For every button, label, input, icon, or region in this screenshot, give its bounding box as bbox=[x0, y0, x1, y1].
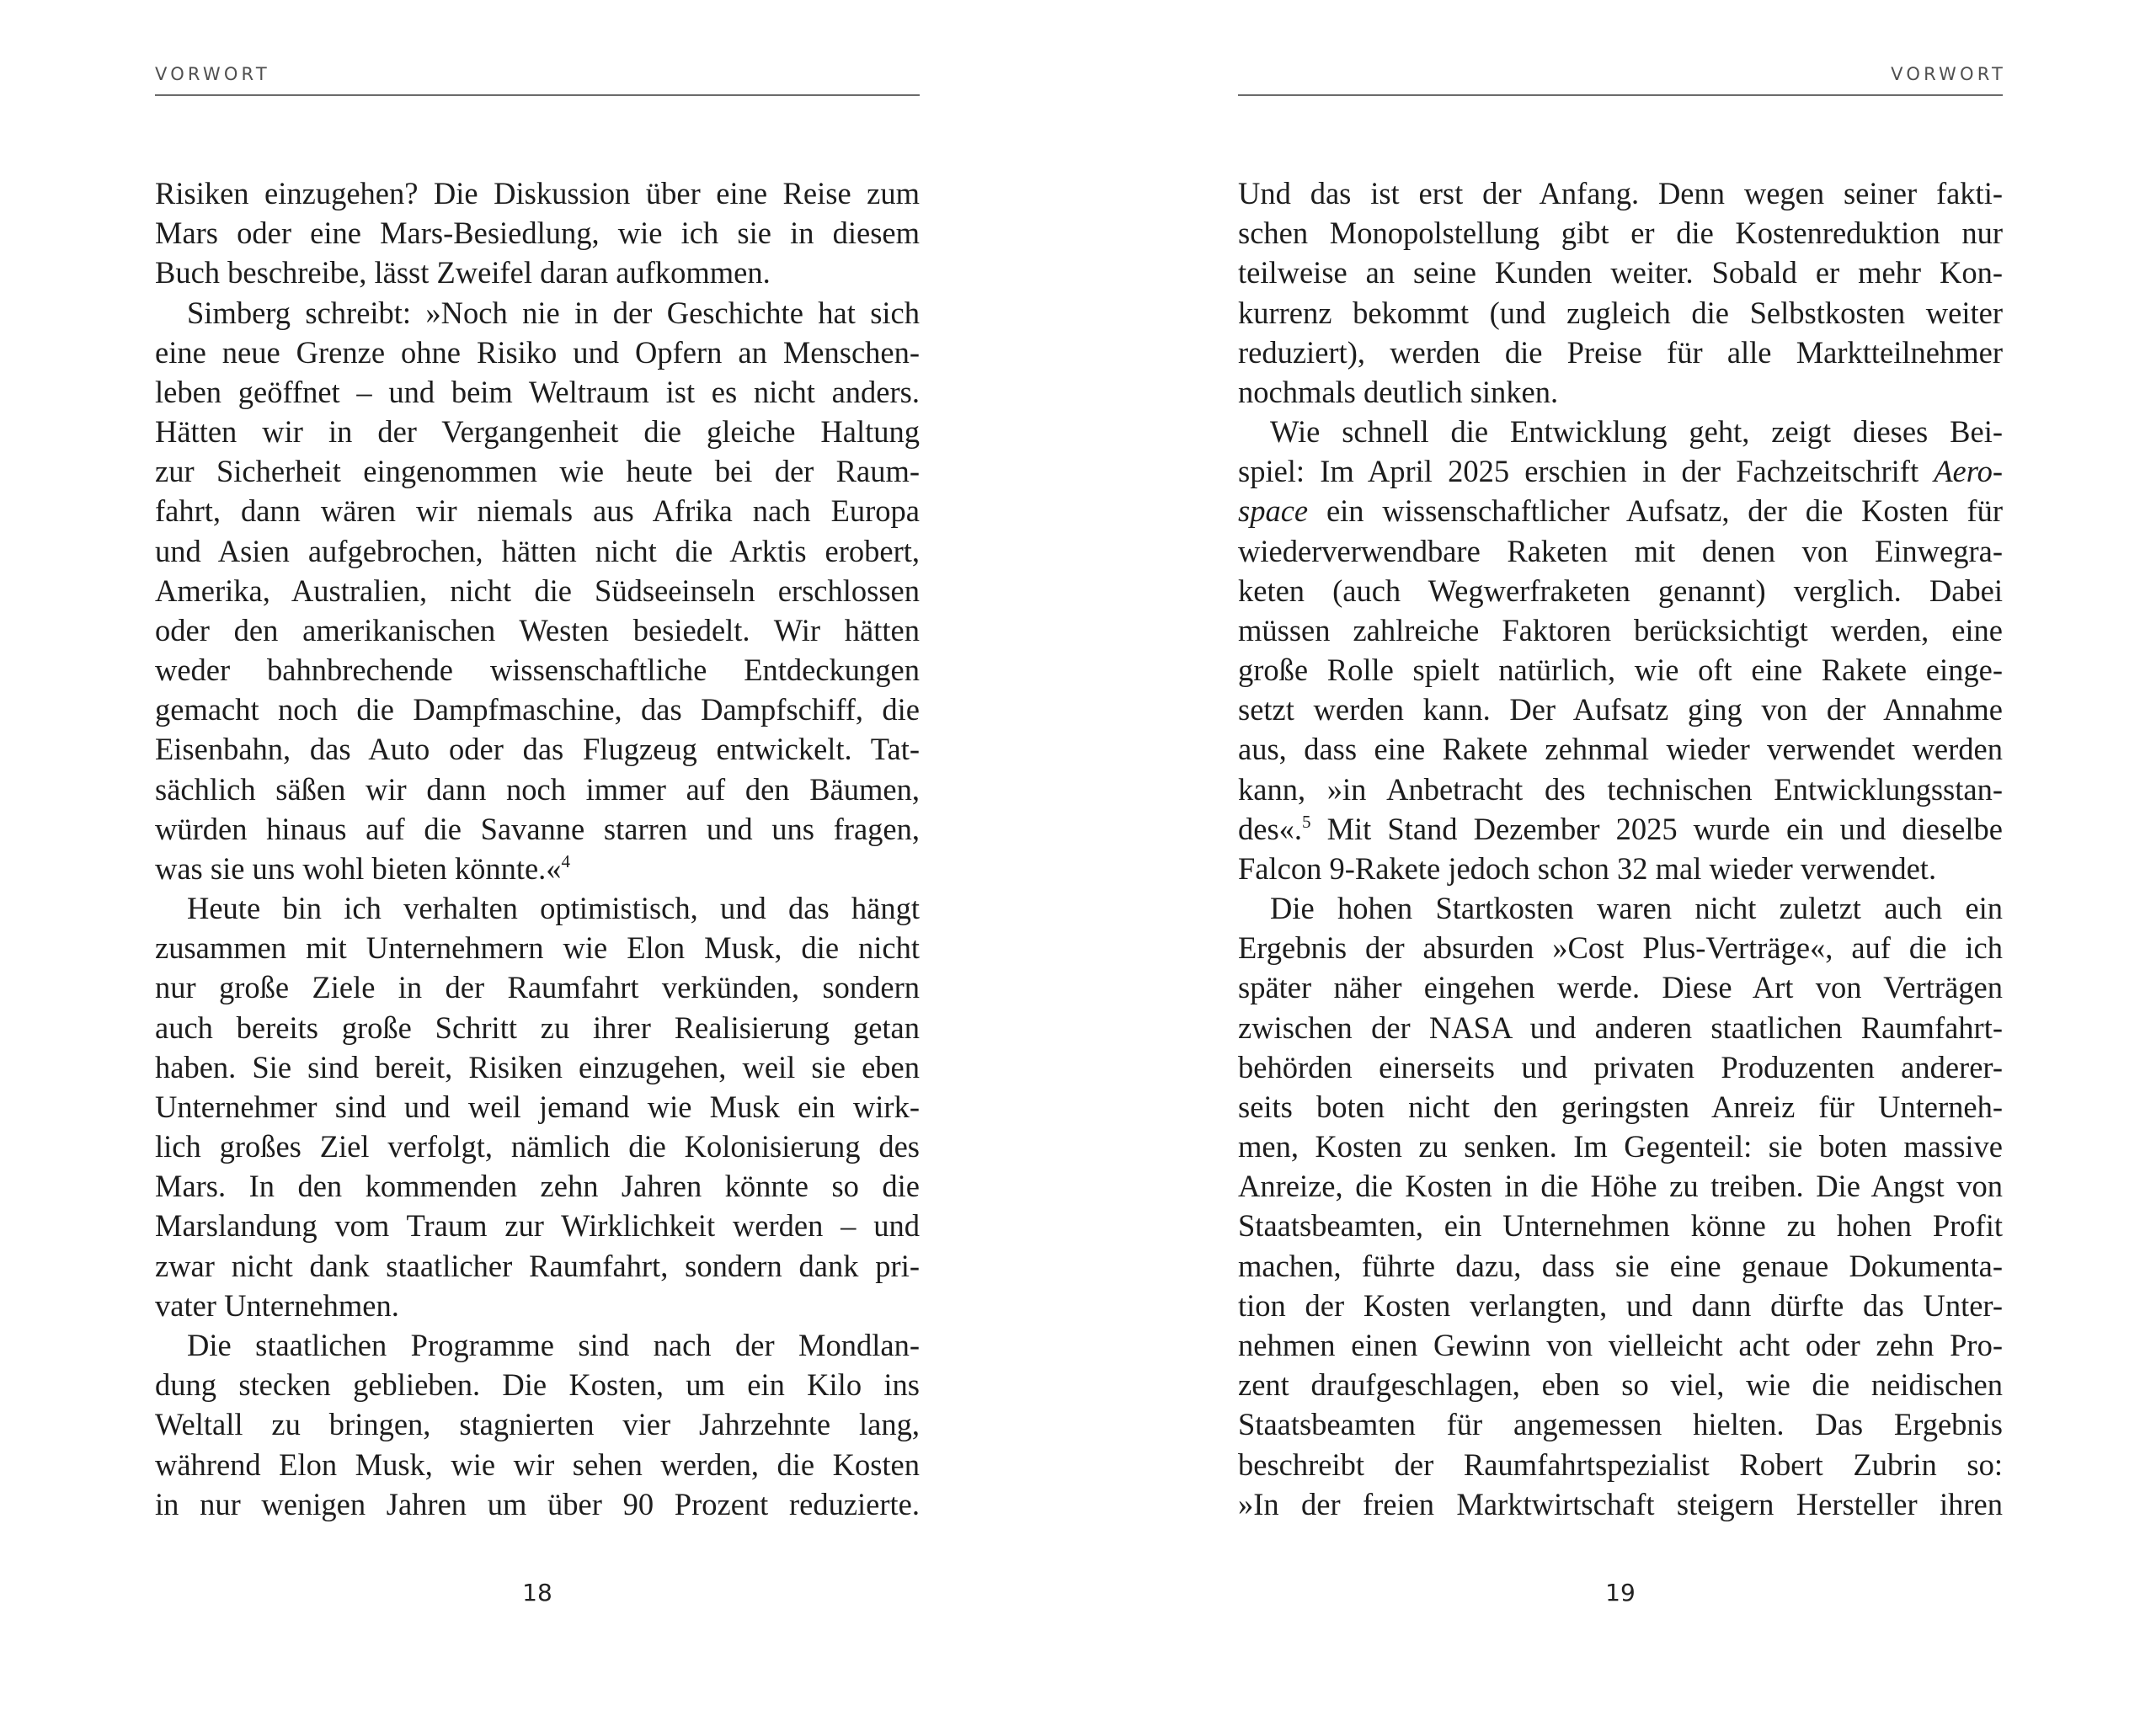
paragraph-first-line bbox=[155, 888, 920, 928]
text-line bbox=[155, 809, 920, 849]
body-text bbox=[155, 173, 920, 1524]
running-head bbox=[155, 64, 920, 84]
text-line bbox=[1238, 293, 2003, 333]
text-line bbox=[155, 1206, 920, 1245]
body-text bbox=[1238, 173, 2003, 1524]
line-text: würden hinaus auf die Savanne starren und uns fragen, bbox=[155, 811, 920, 846]
paragraph-first-line bbox=[155, 293, 920, 333]
text-line bbox=[155, 650, 920, 690]
text-line bbox=[1238, 1008, 2003, 1047]
text-line bbox=[1238, 690, 2003, 729]
line-text: leben geöffnet – und beim Weltraum ist es nicht anders. bbox=[155, 374, 920, 409]
line-text: Hätten wir in der Vergangenheit die gleiche Haltung bbox=[155, 414, 920, 450]
line-text: Mars. In den kommenden zehn Jahren könnte so die bbox=[155, 1169, 920, 1204]
line-text: zusammen mit Unternehmern wie Elon Musk, die nicht bbox=[155, 930, 920, 966]
text-line bbox=[1238, 967, 2003, 1007]
line-text: haben. Sie sind bereit, Risiken einzugehen, weil sie eben bbox=[155, 1049, 920, 1084]
text-line bbox=[155, 571, 920, 610]
line-text: Heute bin ich verhalten optimistisch, und das hängt bbox=[187, 891, 920, 926]
text-line bbox=[155, 1365, 920, 1404]
text-line bbox=[155, 1127, 920, 1166]
line-text: kann, »in Anbetracht des technischen Entwicklungsstan- bbox=[1238, 771, 2003, 807]
footnote-marker[interactable]: 5 bbox=[1302, 811, 1311, 832]
line-text: beschreibt der Raumfahrtspezialist Robert Zubrin so: bbox=[1238, 1447, 2003, 1482]
line-text: gemacht noch die Dampfmaschine, das Dampfschiff, die bbox=[155, 692, 920, 727]
text-line bbox=[155, 1008, 920, 1047]
line-text: Eisenbahn, das Auto oder das Flugzeug entwickelt. Tat- bbox=[155, 732, 920, 767]
text-line bbox=[155, 531, 920, 571]
line-text: behörden einerseits und privaten Produzenten anderer- bbox=[1238, 1049, 2003, 1084]
text-line bbox=[155, 173, 920, 213]
line-text: oder den amerikanischen Westen besiedelt. Wir hätten bbox=[155, 612, 920, 647]
text-line bbox=[1238, 928, 2003, 967]
italic-title: Aero- bbox=[1934, 454, 2003, 489]
line-text: Risiken einzugehen? Die Diskussion über eine Reise zum bbox=[155, 176, 920, 210]
line-text: »In der freien Marktwirtschaft steigern Hersteller ihren bbox=[1238, 1486, 2003, 1521]
text-line bbox=[1238, 213, 2003, 253]
text-line bbox=[155, 451, 920, 491]
text-line bbox=[1238, 809, 2003, 849]
text-line bbox=[155, 412, 920, 451]
line-text: Falcon 9-Rakete jedoch schon 32 mal wieder verwendet. bbox=[1238, 850, 1937, 886]
text-line bbox=[155, 770, 920, 809]
text-line bbox=[1238, 770, 2003, 809]
line-text: wiederverwendbare Raketen mit denen von Einwegra- bbox=[1238, 533, 2003, 568]
line-text: Mars oder eine Mars-Besiedlung, wie ich sie in diesem bbox=[155, 216, 920, 251]
line-text: Simberg schreibt: »Noch nie in der Geschichte hat sich bbox=[187, 295, 920, 330]
line-text: tion der Kosten verlangten, und dann dürfte das Unter- bbox=[1238, 1287, 2003, 1323]
running-head-text: VORWORT bbox=[1891, 64, 2006, 84]
line-text: Unternehmer sind und weil jemand wie Musk ein wirk- bbox=[155, 1089, 920, 1124]
text-line bbox=[1238, 1206, 2003, 1245]
line-text: Die staatlichen Programme sind nach der Mondlan- bbox=[187, 1327, 920, 1362]
text-line bbox=[155, 491, 920, 530]
text-line bbox=[155, 1166, 920, 1206]
text-line bbox=[1238, 333, 2003, 372]
line-text: während Elon Musk, wie wir sehen werden, die Kosten bbox=[155, 1447, 920, 1482]
text-line bbox=[155, 1047, 920, 1087]
line-text: spiel: Im April 2025 erschien in der Fachzeitschrift bbox=[1238, 454, 1935, 489]
text-line bbox=[155, 967, 920, 1007]
text-line bbox=[155, 849, 920, 888]
text-line bbox=[1238, 1087, 2003, 1127]
line-text: keten (auch Wegwerfraketen genannt) verglich. Dabei bbox=[1238, 573, 2003, 608]
line-text: Weltall zu bringen, stagnierten vier Jahrzehnte lang, bbox=[155, 1407, 920, 1442]
text-line bbox=[1238, 531, 2003, 571]
line-text: dung stecken geblieben. Die Kosten, um ein Kilo ins bbox=[155, 1367, 920, 1403]
text-line bbox=[155, 729, 920, 769]
line-text: müssen zahlreiche Faktoren berücksichtigt werden, eine bbox=[1238, 612, 2003, 647]
line-text: zwar nicht dank staatlicher Raumfahrt, sondern dank pri- bbox=[155, 1248, 920, 1283]
line-text: Staatsbeamten für angemessen hielten. Das Ergebnis bbox=[1238, 1407, 2003, 1442]
running-head-text: VORWORT bbox=[155, 64, 270, 84]
line-text: zwischen der NASA und anderen staatlichen Raumfahrt- bbox=[1238, 1010, 2003, 1045]
line-text: kurrenz bekommt (und zugleich die Selbstkosten weiter bbox=[1238, 295, 2003, 330]
text-line bbox=[155, 1404, 920, 1444]
text-line bbox=[1238, 173, 2003, 213]
page-number: 18 bbox=[522, 1579, 552, 1606]
line-text: teilweise an seine Kunden weiter. Sobald er mehr Kon- bbox=[1238, 255, 2003, 290]
line-text: lich großes Ziel verfolgt, nämlich die Kolonisierung des bbox=[155, 1129, 920, 1164]
footnote-marker[interactable]: 4 bbox=[561, 850, 571, 871]
text-line bbox=[1238, 1286, 2003, 1325]
text-line bbox=[1238, 372, 2003, 412]
text-line bbox=[155, 253, 920, 292]
line-text: machen, führte dazu, dass sie eine genaue Dokumenta- bbox=[1238, 1248, 2003, 1283]
line-text: große Rolle spielt natürlich, wie oft eine Rakete einge- bbox=[1238, 653, 2003, 688]
left-page bbox=[155, 0, 920, 1721]
text-line bbox=[1238, 650, 2003, 690]
text-line bbox=[155, 928, 920, 967]
line-text: Mit Stand Dezember 2025 wurde ein und dieselbe bbox=[1310, 811, 2003, 846]
line-text: auch bereits große Schritt zu ihrer Realisierung getan bbox=[155, 1010, 920, 1045]
text-line bbox=[1238, 1404, 2003, 1444]
line-text: Und das ist erst der Anfang. Denn wegen seiner fakti- bbox=[1238, 176, 2003, 210]
text-line bbox=[1238, 1445, 2003, 1484]
line-text: setzt werden kann. Der Aufsatz ging von der Annahme bbox=[1238, 692, 2003, 727]
text-line bbox=[155, 213, 920, 253]
line-text: Buch beschreibe, lässt Zweifel daran aufkommen. bbox=[155, 255, 771, 290]
line-text: ein wissenschaftlicher Aufsatz, der die Kosten für bbox=[1308, 493, 2003, 529]
text-line bbox=[1238, 1166, 2003, 1206]
line-text: Wie schnell die Entwicklung geht, zeigt dieses Bei- bbox=[1270, 414, 2003, 450]
line-text: was sie uns wohl bieten könnte.« bbox=[155, 850, 562, 886]
text-line bbox=[1238, 1127, 2003, 1166]
text-line bbox=[155, 610, 920, 650]
text-line bbox=[1238, 253, 2003, 292]
line-text: fahrt, dann wären wir niemals aus Afrika nach Europa bbox=[155, 493, 920, 529]
italic-title: space bbox=[1238, 493, 1309, 529]
header-rule bbox=[155, 94, 920, 96]
text-line bbox=[1238, 1325, 2003, 1365]
line-text: men, Kosten zu senken. Im Gegenteil: sie boten massive bbox=[1238, 1129, 2003, 1164]
line-text: eine neue Grenze ohne Risiko und Opfern an Menschen- bbox=[155, 334, 920, 370]
header-rule bbox=[1238, 94, 2003, 96]
line-text: Anreize, die Kosten in die Höhe zu treiben. Die Angst von bbox=[1238, 1169, 2003, 1204]
line-text: zent draufgeschlagen, eben so viel, wie die neidischen bbox=[1238, 1367, 2003, 1403]
text-line bbox=[1238, 610, 2003, 650]
text-line bbox=[1238, 849, 2003, 888]
text-line bbox=[155, 1445, 920, 1484]
line-text: in nur wenigen Jahren um über 90 Prozent reduzierte. bbox=[155, 1486, 920, 1521]
line-text: nehmen einen Gewinn von vielleicht acht oder zehn Pro- bbox=[1238, 1327, 2003, 1362]
line-text: des«. bbox=[1238, 811, 1303, 846]
running-head bbox=[1238, 64, 2006, 84]
line-text: Die hohen Startkosten waren nicht zuletzt auch ein bbox=[1270, 891, 2003, 926]
paragraph-first-line bbox=[1238, 412, 2003, 451]
line-text: aus, dass eine Rakete zehnmal wieder verwendet werden bbox=[1238, 732, 2003, 767]
text-line bbox=[155, 1246, 920, 1286]
line-text: Ergebnis der absurden »Cost Plus-Verträge«, auf die ich bbox=[1238, 930, 2003, 966]
line-text: Marslandung vom Traum zur Wirklichkeit werden – und bbox=[155, 1208, 920, 1244]
line-text: Staatsbeamten, ein Unternehmen könne zu hohen Profit bbox=[1238, 1208, 2003, 1244]
text-line bbox=[1238, 571, 2003, 610]
text-line bbox=[1238, 491, 2003, 530]
line-text: weder bahnbrechende wissenschaftliche Entdeckungen bbox=[155, 653, 920, 688]
line-text: sächlich säßen wir dann noch immer auf den Bäumen, bbox=[155, 771, 920, 807]
text-line bbox=[155, 1484, 920, 1524]
line-text: Amerika, Australien, nicht die Südseeinseln erschlossen bbox=[155, 573, 920, 608]
line-text: schen Monopolstellung gibt er die Kostenreduktion nur bbox=[1238, 216, 2003, 251]
text-line bbox=[1238, 729, 2003, 769]
text-line bbox=[155, 1087, 920, 1127]
text-line bbox=[1238, 1246, 2003, 1286]
line-text: seits boten nicht den geringsten Anreiz für Unterneh- bbox=[1238, 1089, 2003, 1124]
page-number: 19 bbox=[1605, 1579, 1636, 1606]
text-line bbox=[1238, 1484, 2003, 1524]
text-line bbox=[1238, 1047, 2003, 1087]
paragraph-first-line bbox=[155, 1325, 920, 1365]
line-text: reduziert), werden die Preise für alle Marktteilnehmer bbox=[1238, 334, 2003, 370]
line-text: später näher eingehen werde. Diese Art von Verträgen bbox=[1238, 970, 2003, 1005]
text-line bbox=[155, 333, 920, 372]
text-line bbox=[155, 690, 920, 729]
line-text: zur Sicherheit eingenommen wie heute bei der Raum- bbox=[155, 454, 920, 489]
text-line bbox=[1238, 451, 2003, 491]
text-line bbox=[155, 372, 920, 412]
line-text: nur große Ziele in der Raumfahrt verkünden, sondern bbox=[155, 970, 920, 1005]
paragraph-first-line bbox=[1238, 888, 2003, 928]
line-text: und Asien aufgebrochen, hätten nicht die Arktis erobert, bbox=[155, 533, 920, 568]
text-line bbox=[1238, 1365, 2003, 1404]
line-text: vater Unternehmen. bbox=[155, 1287, 399, 1323]
line-text: nochmals deutlich sinken. bbox=[1238, 374, 1559, 409]
right-page bbox=[1238, 0, 2006, 1721]
text-line bbox=[155, 1286, 920, 1325]
